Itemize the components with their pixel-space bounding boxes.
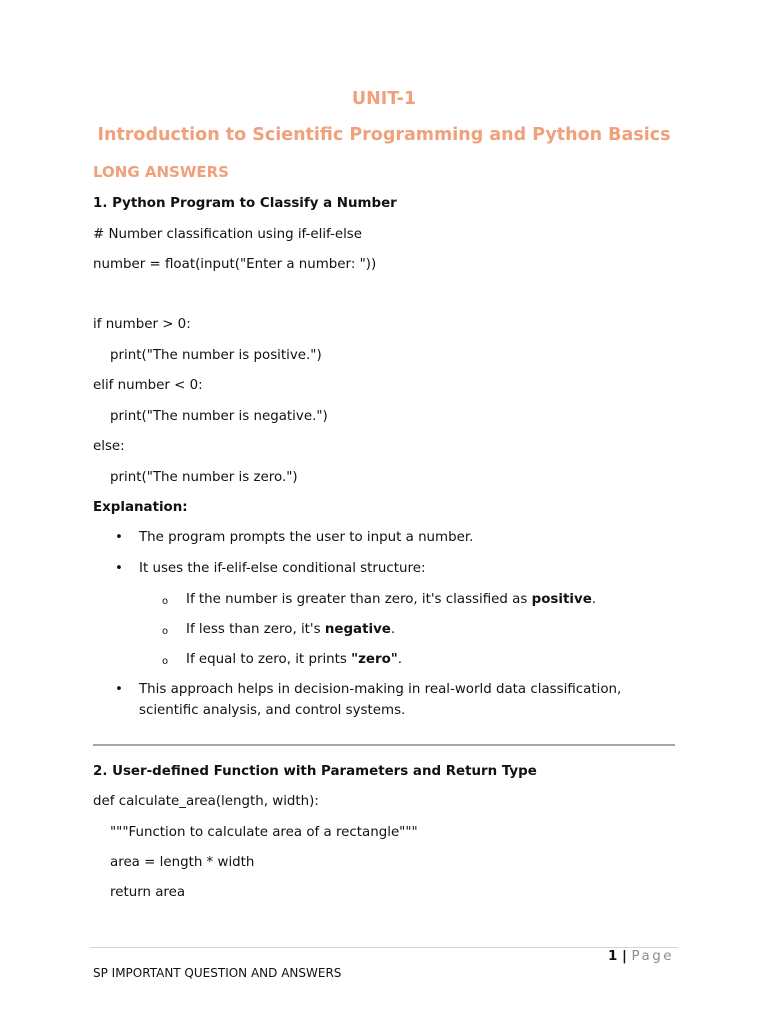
bullet-item: This approach helps in decision-making in real-world data classification, bbox=[139, 682, 622, 697]
bullet-item-continuation: scientific analysis, and control systems. bbox=[139, 703, 406, 718]
bullet-item: The program prompts the user to input a number. bbox=[139, 530, 474, 545]
section-divider bbox=[93, 744, 675, 746]
sub-bullet-text: . bbox=[397, 652, 403, 667]
sub-bullet-emphasis: positive bbox=[531, 592, 592, 607]
sub-bullet-text: . bbox=[390, 622, 396, 637]
code-line: print("The number is positive.") bbox=[93, 348, 322, 363]
sub-bullet-text: If the number is greater than zero, it's classified as bbox=[186, 592, 532, 607]
unit-title: UNIT-1 bbox=[351, 89, 417, 109]
sub-bullet-text: If equal to zero, it prints bbox=[186, 652, 352, 667]
code-line: """Function to calculate area of a rectangle""" bbox=[93, 825, 418, 840]
code-line: else: bbox=[93, 439, 125, 454]
sub-bullet-item bbox=[186, 652, 402, 667]
question-1-heading: 1. Python Program to Classify a Number bbox=[93, 196, 397, 211]
section-heading: LONG ANSWERS bbox=[93, 163, 229, 181]
sub-bullet-text: . bbox=[591, 592, 597, 607]
sub-bullet-item bbox=[186, 592, 596, 607]
page-separator: | bbox=[617, 949, 632, 964]
bullet-marker: • bbox=[115, 530, 123, 545]
code-line: number = float(input("Enter a number: ")) bbox=[93, 257, 377, 272]
bullet-marker: • bbox=[115, 682, 123, 697]
page-number-value: 1 bbox=[608, 949, 618, 964]
bullet-item: It uses the if-elif-else conditional structure: bbox=[139, 561, 426, 576]
code-line: def calculate_area(length, width): bbox=[93, 794, 319, 809]
code-line: print("The number is zero.") bbox=[93, 470, 298, 485]
footer-divider bbox=[90, 947, 678, 948]
code-line: # Number classification using if-elif-else bbox=[93, 227, 363, 242]
sub-bullet-marker: o bbox=[162, 596, 169, 607]
sub-bullet-emphasis: "zero" bbox=[351, 652, 398, 667]
code-line: if number > 0: bbox=[93, 317, 191, 332]
footer-text: SP IMPORTANT QUESTION AND ANSWERS bbox=[93, 966, 342, 980]
bullet-marker: • bbox=[115, 561, 123, 576]
chapter-title: Introduction to Scientific Programming and Python Basics bbox=[97, 125, 671, 145]
question-2-heading: 2. User-defined Function with Parameters and Return Type bbox=[93, 764, 537, 779]
sub-bullet-emphasis: negative bbox=[324, 622, 391, 637]
page-label: Page bbox=[631, 949, 674, 964]
page-number bbox=[608, 949, 674, 964]
sub-bullet-text: If less than zero, it's bbox=[186, 622, 325, 637]
code-line: elif number < 0: bbox=[93, 378, 203, 393]
explanation-label: Explanation: bbox=[93, 500, 188, 515]
sub-bullet-marker: o bbox=[162, 656, 169, 667]
sub-bullet-item bbox=[186, 622, 395, 637]
code-line: return area bbox=[93, 885, 186, 900]
code-line: print("The number is negative.") bbox=[93, 409, 328, 424]
code-line: area = length * width bbox=[93, 855, 255, 870]
sub-bullet-marker: o bbox=[162, 626, 169, 637]
